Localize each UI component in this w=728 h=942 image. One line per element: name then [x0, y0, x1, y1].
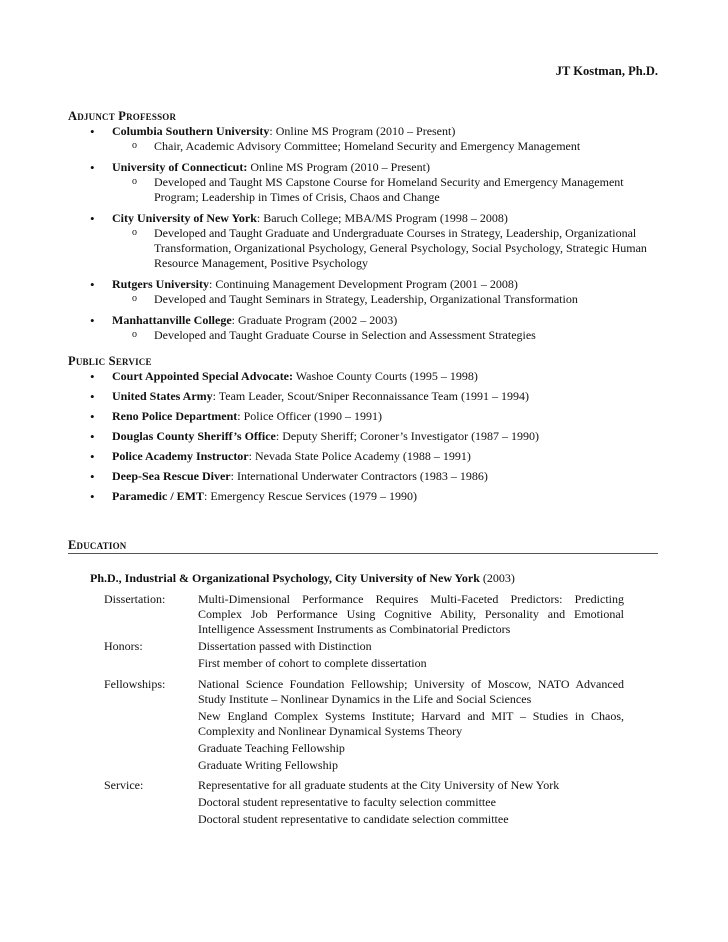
role-title: Douglas County Sheriff’s Office: [112, 429, 276, 443]
role-detail: : International Underwater Contractors (1983 – 1986): [230, 469, 488, 483]
fellowship-item: New England Complex Systems Institute; Harvard and MIT – Studies in Chaos, Complexity and Nonlinear Dynamical Systems Theory: [198, 709, 624, 738]
institution-name: University of Connecticut:: [112, 160, 248, 174]
role-detail: : Police Officer (1990 – 1991): [237, 409, 383, 423]
adjunct-item-rutgers: [68, 277, 660, 307]
adjunct-item-cuny: [68, 211, 660, 271]
service-item: [68, 369, 660, 384]
role-detail: : Emergency Rescue Services (1979 – 1990): [203, 489, 418, 503]
role-detail: : Team Leader, Scout/Sniper Reconnaissance Team (1991 – 1994): [212, 389, 529, 403]
program-detail: Online MS Program (2010 – Present): [247, 160, 430, 174]
adjunct-item-manhattanville: [68, 313, 660, 343]
service-label: Service:: [104, 778, 144, 792]
program-detail: : Graduate Program (2002 – 2003): [231, 313, 398, 327]
adjunct-list: [68, 124, 660, 343]
fellowships-label: Fellowships:: [104, 677, 166, 691]
section-divider: [68, 553, 658, 554]
service-duty: Doctoral student representative to faculty selection committee: [198, 795, 496, 809]
sub-item: o Developed and Taught Graduate Course in Selection and Assessment Strategies: [112, 328, 660, 343]
author-name: JT Kostman, Ph.D.: [555, 64, 658, 78]
honors-list: [198, 639, 624, 671]
role-title: Reno Police Department: [112, 409, 238, 423]
fellowship-item: Graduate Writing Fellowship: [198, 758, 338, 772]
service-item: [68, 429, 660, 444]
role-title: Paramedic / EMT: [112, 489, 204, 503]
program-detail: : Online MS Program (2010 – Present): [269, 124, 456, 138]
institution-name: Rutgers University: [112, 277, 209, 291]
fellowships-list: [198, 677, 624, 773]
sub-item: o Developed and Taught MS Capstone Course for Homeland Security and Emergency Management Program; Leadership in Times of Crisis, Chaos and Change: [112, 175, 660, 205]
adjunct-professor-section: [68, 109, 660, 343]
adjunct-item-uconn: [68, 160, 660, 205]
role-title: Police Academy Instructor: [112, 449, 249, 463]
degree-line: [90, 571, 630, 586]
program-detail: : Baruch College; MBA/MS Program (1998 – 2008): [256, 211, 508, 225]
role-detail: : Nevada State Police Academy (1988 – 1991): [248, 449, 471, 463]
degree-year: (2003): [479, 571, 515, 585]
service-duty: Representative for all graduate students at the City University of New York: [198, 778, 560, 792]
adjunct-item-columbia-southern: [68, 124, 660, 154]
service-item: [68, 409, 660, 424]
section-heading-public-service: Public Service: [68, 354, 152, 368]
public-service-list: [68, 369, 660, 504]
honor-item: Dissertation passed with Distinction: [198, 639, 372, 653]
dissertation-label: Dissertation:: [104, 592, 166, 606]
service-item: [68, 469, 660, 484]
service-item: [68, 449, 660, 464]
role-detail: : Deputy Sheriff; Coroner’s Investigator (1987 – 1990): [275, 429, 540, 443]
role-title: Deep-Sea Rescue Diver: [112, 469, 231, 483]
service-item: [68, 489, 660, 504]
institution-name: City University of New York: [112, 211, 257, 225]
service-item: [68, 389, 660, 404]
service-duty: Doctoral student representative to candidate selection committee: [198, 812, 509, 826]
honors-label: Honors:: [104, 639, 143, 653]
fellowship-item: Graduate Teaching Fellowship: [198, 741, 345, 755]
role-detail: Washoe County Courts (1995 – 1998): [293, 369, 478, 383]
sub-item: o Developed and Taught Graduate and Undergraduate Courses in Strategy, Leadership, Organizational Transformation, Organizational Psychology, General Psychology, Social Psychology, Strategic Human Resource Management, Positive Psychology: [112, 226, 660, 271]
section-heading-education: Education: [68, 538, 127, 552]
service-list: [198, 778, 624, 827]
dissertation-text: Multi-Dimensional Performance Requires Multi-Faceted Predictors: Predicting Complex Job Performance Using Cognitive Ability, Personality and Emotional Intelligence Assessment Instruments as Combinatorial Predictors: [198, 592, 624, 636]
honor-item: First member of cohort to complete dissertation: [198, 656, 427, 670]
degree-title: Ph.D., Industrial & Organizational Psychology, City University of New York: [90, 571, 480, 585]
institution-name: Columbia Southern University: [112, 124, 270, 138]
role-title: United States Army: [112, 389, 213, 403]
program-detail: : Continuing Management Development Program (2001 – 2008): [208, 277, 518, 291]
section-heading-adjunct-professor: Adjunct Professor: [68, 109, 177, 123]
public-service-section: [68, 354, 660, 504]
sub-item: o Chair, Academic Advisory Committee; Homeland Security and Emergency Management: [112, 139, 660, 154]
fellowship-item: National Science Foundation Fellowship; University of Moscow, NATO Advanced Study Institute – Nonlinear Dynamics in the Life and Social Sciences: [198, 677, 624, 706]
institution-name: Manhattanville College: [112, 313, 232, 327]
sub-item: o Developed and Taught Seminars in Strategy, Leadership, Organizational Transformation: [112, 292, 660, 307]
role-title: Court Appointed Special Advocate:: [112, 369, 294, 383]
